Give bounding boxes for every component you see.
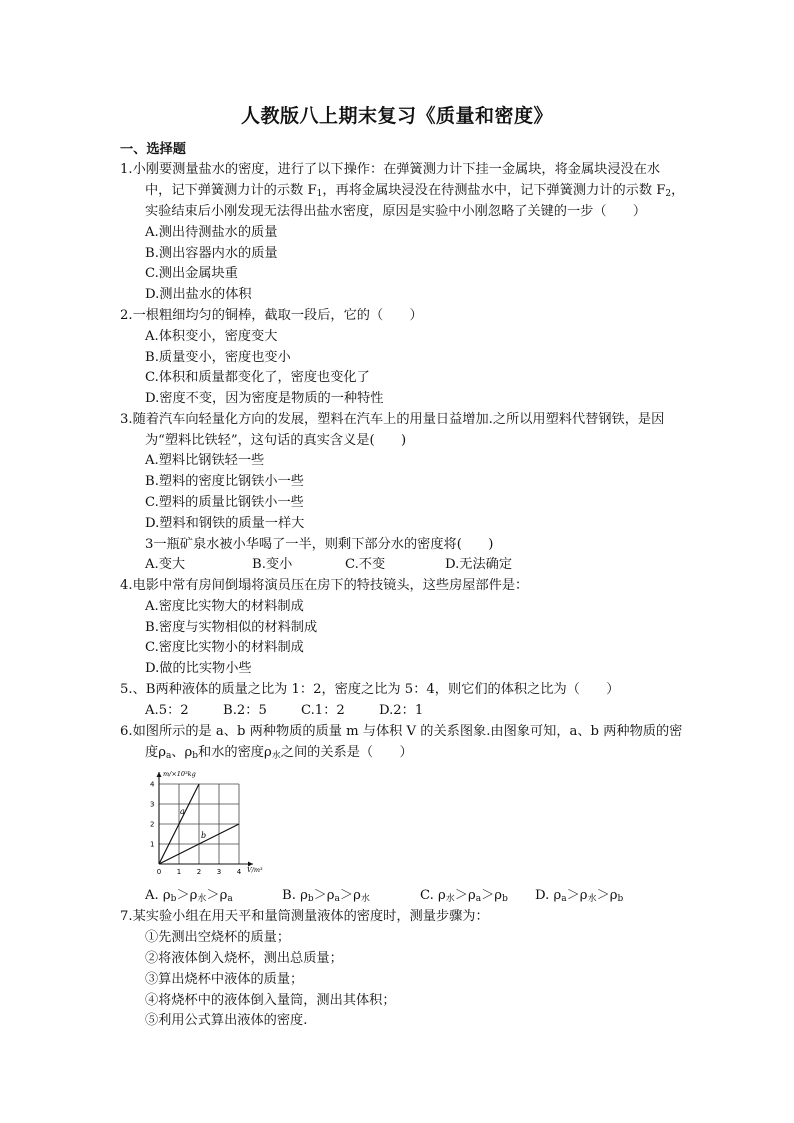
q4-option-a: A.密度比实物大的材料制成 — [145, 599, 304, 614]
y-tick-label: 3 — [150, 800, 155, 809]
series-label-b: b — [201, 831, 207, 840]
q5-options — [145, 701, 423, 721]
q1-option-a: A.测出待测盐水的质量 — [145, 225, 278, 240]
q1-line1: 1.小刚要测量盐水的密度，进行了以下操作：在弹簧测力计下挂一金属块，将金属块浸没在水 — [120, 162, 661, 177]
q2-option-c: C.体积和质量都变化了，密度也变化了 — [145, 370, 370, 385]
q7-step-2: ②将液体倒入烧杯，测出总质量； — [145, 951, 343, 966]
section-heading: 一、选择题 — [120, 142, 186, 157]
series-label-a: a — [180, 807, 185, 816]
q3b-option-c: C.不变 — [345, 557, 386, 572]
q3b-option-d: D.无法确定 — [445, 557, 513, 572]
q6-option-d: D. $\rho_a>\rho_水>\rho_b$ — [535, 888, 624, 904]
q3b-option-b: B.变小 — [252, 557, 293, 572]
q7-step-5: ⑤利用公式算出液体的密度. — [145, 1013, 308, 1028]
y-tick-label: 4 — [150, 780, 155, 789]
q3-option-b: B.塑料的密度比钢铁小一些 — [145, 474, 304, 489]
q4-option-b: B.密度与实物相似的材料制成 — [145, 620, 318, 635]
q7-step-3: ③算出烧杯中液体的质量； — [145, 972, 304, 987]
y-axis-label: m/×10³kg — [163, 770, 196, 778]
q6-line1: 6.如图所示的是 a、b 两种物质的质量 m 与体积 V 的关系图象.由图象可知，a、b 两种物质的密 — [120, 724, 683, 739]
x-tick-label: 2 — [196, 868, 202, 876]
x-tick-label: 4 — [236, 868, 242, 876]
q6-options — [145, 886, 623, 909]
x-axis-label: V/m³ — [247, 866, 263, 874]
q6-option-b: B. $\rho_b>\rho_a>\rho_水$ — [282, 888, 370, 904]
q5-stem: 5.、B两种液体的质量之比为 1：2，密度之比为 5：4，则它们的体积之比为（ ） — [120, 682, 620, 697]
q2-stem: 2.一根粗细均匀的铜棒，截取一段后，它的（ ） — [120, 308, 423, 323]
q1-option-c: C.测出金属块重 — [145, 266, 238, 281]
q2-option-a: A.体积变小，密度变大 — [145, 329, 278, 344]
q3-line1: 3.随着汽车向轻量化方向的发展，塑料在汽车上的用量日益增加.之所以用塑料代替钢铁，是因 — [120, 412, 665, 427]
mass-volume-chart — [132, 766, 272, 886]
q6-option-a: A. $\rho_b>\rho_水>\rho_a$ — [145, 888, 233, 904]
q3-option-a: A.塑料比钢铁轻一些 — [145, 453, 265, 468]
q4-option-c: C.密度比实物小的材料制成 — [145, 640, 304, 655]
x-tick-label: 1 — [176, 868, 182, 876]
q6-option-c: C. $\rho_水>\rho_a>\rho_b$ — [420, 888, 508, 904]
q1-option-b: B.测出容器内水的质量 — [145, 246, 278, 261]
q1-line3: 实验结束后小刚发现无法得出盐水密度，原因是实验中小刚忽略了关键的一步（ ） — [145, 204, 647, 219]
q3-option-d: D.塑料和钢铁的质量一样大 — [145, 516, 305, 531]
q3b-option-a: A.变大 — [145, 557, 186, 572]
q7-stem: 7.某实验小组在用天平和量筒测量液体的密度时，测量步骤为： — [120, 909, 489, 924]
q4-stem: 4.电影中常有房间倒塌将演员压在房下的特技镜头，这些房屋部件是： — [120, 578, 529, 593]
page-title: 人教版八上期末复习《质量和密度》 — [240, 105, 553, 127]
q3-option-c: C.塑料的质量比钢铁小一些 — [145, 495, 304, 510]
q5-option-a: A.5：2 — [145, 703, 189, 718]
q6-line2: 度$\rho_a$、$\rho_b$和水的密度$\rho_水$之间的关系是（ ） — [145, 745, 413, 761]
q1-option-d: D.测出盐水的体积 — [145, 287, 252, 302]
q3b-stem: 3一瓶矿泉水被小华喝了一半，则剩下部分水的密度将( ) — [145, 537, 494, 552]
q5-option-b: B.2：5 — [223, 703, 267, 718]
q3-line2: 为“塑料比铁轻”，这句话的真实含义是( ) — [145, 433, 407, 448]
q5-option-d: D.2：1 — [379, 703, 424, 718]
q7-step-4: ④将烧杯中的液体倒入量筒，测出其体积； — [145, 993, 396, 1008]
q2-option-d: D.密度不变，因为密度是物质的一种特性 — [145, 391, 384, 406]
q5-option-c: C.1：2 — [301, 703, 345, 718]
x-tick-label: 3 — [216, 868, 222, 876]
y-axis-arrow — [157, 772, 162, 777]
y-tick-label: 1 — [150, 840, 155, 849]
q4-option-d: D.做的比实物小些 — [145, 661, 252, 676]
q1-line2: 中，记下弹簧测力计的示数 $F_1$，再将金属块浸没在待测盐水中，记下弹簧测力计的示数 $F_2$， — [145, 183, 685, 199]
q2-option-b: B.质量变小，密度也变小 — [145, 350, 291, 365]
x-tick-label: 0 — [156, 868, 162, 876]
y-tick-label: 2 — [150, 820, 155, 829]
q7-step-1: ①先测出空烧杯的质量； — [145, 930, 291, 945]
q3b-options — [145, 555, 512, 575]
